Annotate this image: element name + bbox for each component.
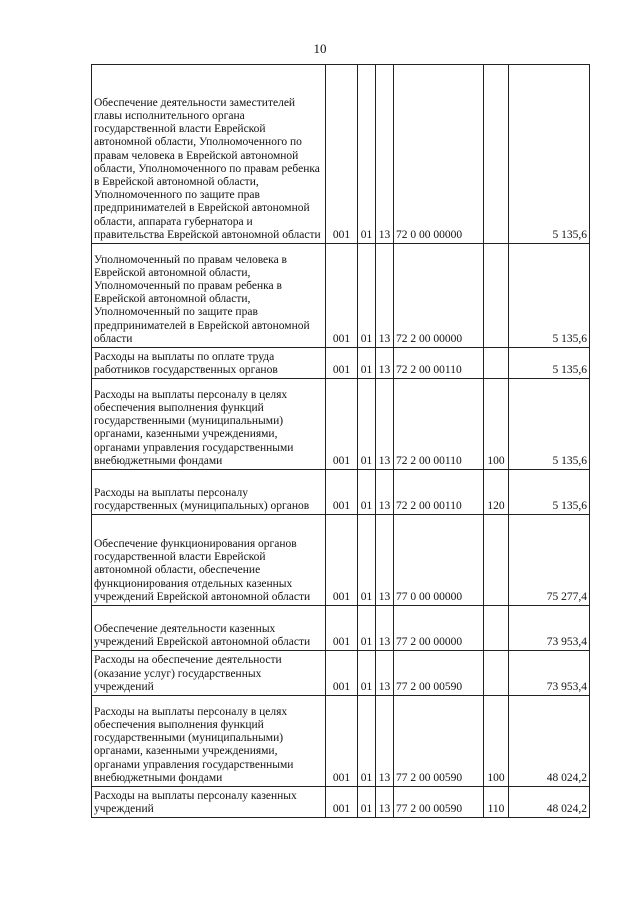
- table-row: [92, 348, 590, 379]
- ved-cell: 001: [326, 348, 358, 379]
- row-name-cell: [92, 696, 326, 787]
- amount-cell: 73 953,4: [509, 651, 590, 696]
- pr-cell: 13: [376, 696, 394, 787]
- rz-cell: 01: [358, 348, 376, 379]
- row-name-cell: [92, 348, 326, 379]
- amount-cell: 75 277,4: [509, 515, 590, 606]
- rz-cell: 01: [358, 244, 376, 348]
- rz-cell: 01: [358, 651, 376, 696]
- ved-cell: 001: [326, 606, 358, 651]
- ved-cell: 001: [326, 787, 358, 818]
- amount-cell: 5 135,6: [509, 379, 590, 470]
- budget-table: [91, 64, 590, 818]
- row-name-cell: [92, 606, 326, 651]
- csr-cell: 72 2 00 00000: [394, 244, 484, 348]
- csr-cell: 77 2 00 00000: [394, 606, 484, 651]
- table-row: [92, 787, 590, 818]
- row-name: Уполномоченный по правам человека в Еврейской автономной области, Уполномоченный по правам ребенка в Еврейской автономной области, Уполномоченный по защите прав предпринимателей в Еврейской автономной области: [94, 253, 310, 345]
- pr-cell: 13: [376, 470, 394, 515]
- ved-cell: 001: [326, 65, 358, 244]
- csr-cell: 72 2 00 00110: [394, 348, 484, 379]
- vr-cell: [484, 244, 509, 348]
- row-name: Расходы на выплаты персоналу в целях обеспечения выполнения функций государственными (муниципальными) органами, казенными учреждениями, органами управления государственными внебюджетными фондами: [94, 388, 294, 467]
- table-row: [92, 651, 590, 696]
- csr-cell: 77 0 00 00000: [394, 515, 484, 606]
- csr-cell: 77 2 00 00590: [394, 696, 484, 787]
- csr-cell: 72 2 00 00110: [394, 379, 484, 470]
- pr-cell: 13: [376, 651, 394, 696]
- rz-cell: 01: [358, 379, 376, 470]
- row-name-cell: [92, 244, 326, 348]
- ved-cell: 001: [326, 515, 358, 606]
- vr-cell: 100: [484, 696, 509, 787]
- table-row: [92, 244, 590, 348]
- ved-cell: 001: [326, 651, 358, 696]
- row-name: Обеспечение деятельности казенных учреждений Еврейской автономной области: [94, 622, 311, 648]
- table-row: [92, 65, 590, 244]
- vr-cell: 120: [484, 470, 509, 515]
- vr-cell: [484, 65, 509, 244]
- row-name: Расходы на выплаты персоналу государственных (муниципальных) органов: [94, 486, 310, 512]
- amount-cell: 5 135,6: [509, 348, 590, 379]
- csr-cell: 77 2 00 00590: [394, 787, 484, 818]
- row-name: Расходы на обеспечение деятельности (оказание услуг) государственных учреждений: [94, 654, 282, 693]
- vr-cell: [484, 348, 509, 379]
- table-row: [92, 606, 590, 651]
- table-row: [92, 379, 590, 470]
- row-name: Обеспечение функционирования органов государственной власти Еврейской автономной области, обеспечение функционирования отдельных казенных учреждений Еврейской автономной области: [94, 537, 311, 603]
- row-name-cell: [92, 379, 326, 470]
- amount-cell: 73 953,4: [509, 606, 590, 651]
- csr-cell: 72 2 00 00110: [394, 470, 484, 515]
- pr-cell: 13: [376, 515, 394, 606]
- vr-cell: [484, 606, 509, 651]
- pr-cell: 13: [376, 606, 394, 651]
- amount-cell: 48 024,2: [509, 696, 590, 787]
- pr-cell: 13: [376, 348, 394, 379]
- csr-cell: 77 2 00 00590: [394, 651, 484, 696]
- amount-cell: 5 135,6: [509, 244, 590, 348]
- pr-cell: 13: [376, 787, 394, 818]
- table-row: [92, 470, 590, 515]
- rz-cell: 01: [358, 787, 376, 818]
- table-row: [92, 696, 590, 787]
- pr-cell: 13: [376, 379, 394, 470]
- rz-cell: 01: [358, 696, 376, 787]
- vr-cell: 110: [484, 787, 509, 818]
- ved-cell: 001: [326, 696, 358, 787]
- amount-cell: 48 024,2: [509, 787, 590, 818]
- vr-cell: 100: [484, 379, 509, 470]
- page-number: 10: [313, 41, 327, 56]
- row-name-cell: [92, 470, 326, 515]
- row-name-cell: [92, 515, 326, 606]
- ved-cell: 001: [326, 379, 358, 470]
- row-name: Обеспечение деятельности заместителей главы исполнительного органа государственной власти Еврейской автономной области, Уполномоченного по правам человека в Еврейской автономной области, Уполномоченного по правам ребенка в Еврейской автономной области, Уполномоченного по защите прав предпринимателей в Еврейской автономной области, аппарата губернатора и правительства Еврейской автономной области: [94, 96, 321, 241]
- ved-cell: 001: [326, 470, 358, 515]
- vr-cell: [484, 515, 509, 606]
- row-name-cell: [92, 787, 326, 818]
- rz-cell: 01: [358, 515, 376, 606]
- amount-cell: 5 135,6: [509, 470, 590, 515]
- rz-cell: 01: [358, 470, 376, 515]
- row-name-cell: [92, 65, 326, 244]
- row-name: Расходы на выплаты персоналу казенных учреждений: [94, 789, 297, 815]
- table-row: [92, 515, 590, 606]
- row-name-cell: [92, 651, 326, 696]
- csr-cell: 72 0 00 00000: [394, 65, 484, 244]
- rz-cell: 01: [358, 65, 376, 244]
- amount-cell: 5 135,6: [509, 65, 590, 244]
- row-name: Расходы на выплаты персоналу в целях обеспечения выполнения функций государственными (муниципальными) органами, казенными учреждениями, органами управления государственными внебюджетными фондами: [94, 705, 294, 784]
- pr-cell: 13: [376, 244, 394, 348]
- ved-cell: 001: [326, 244, 358, 348]
- rz-cell: 01: [358, 606, 376, 651]
- row-name: Расходы на выплаты по оплате труда работников государственных органов: [94, 350, 278, 376]
- pr-cell: 13: [376, 65, 394, 244]
- vr-cell: [484, 651, 509, 696]
